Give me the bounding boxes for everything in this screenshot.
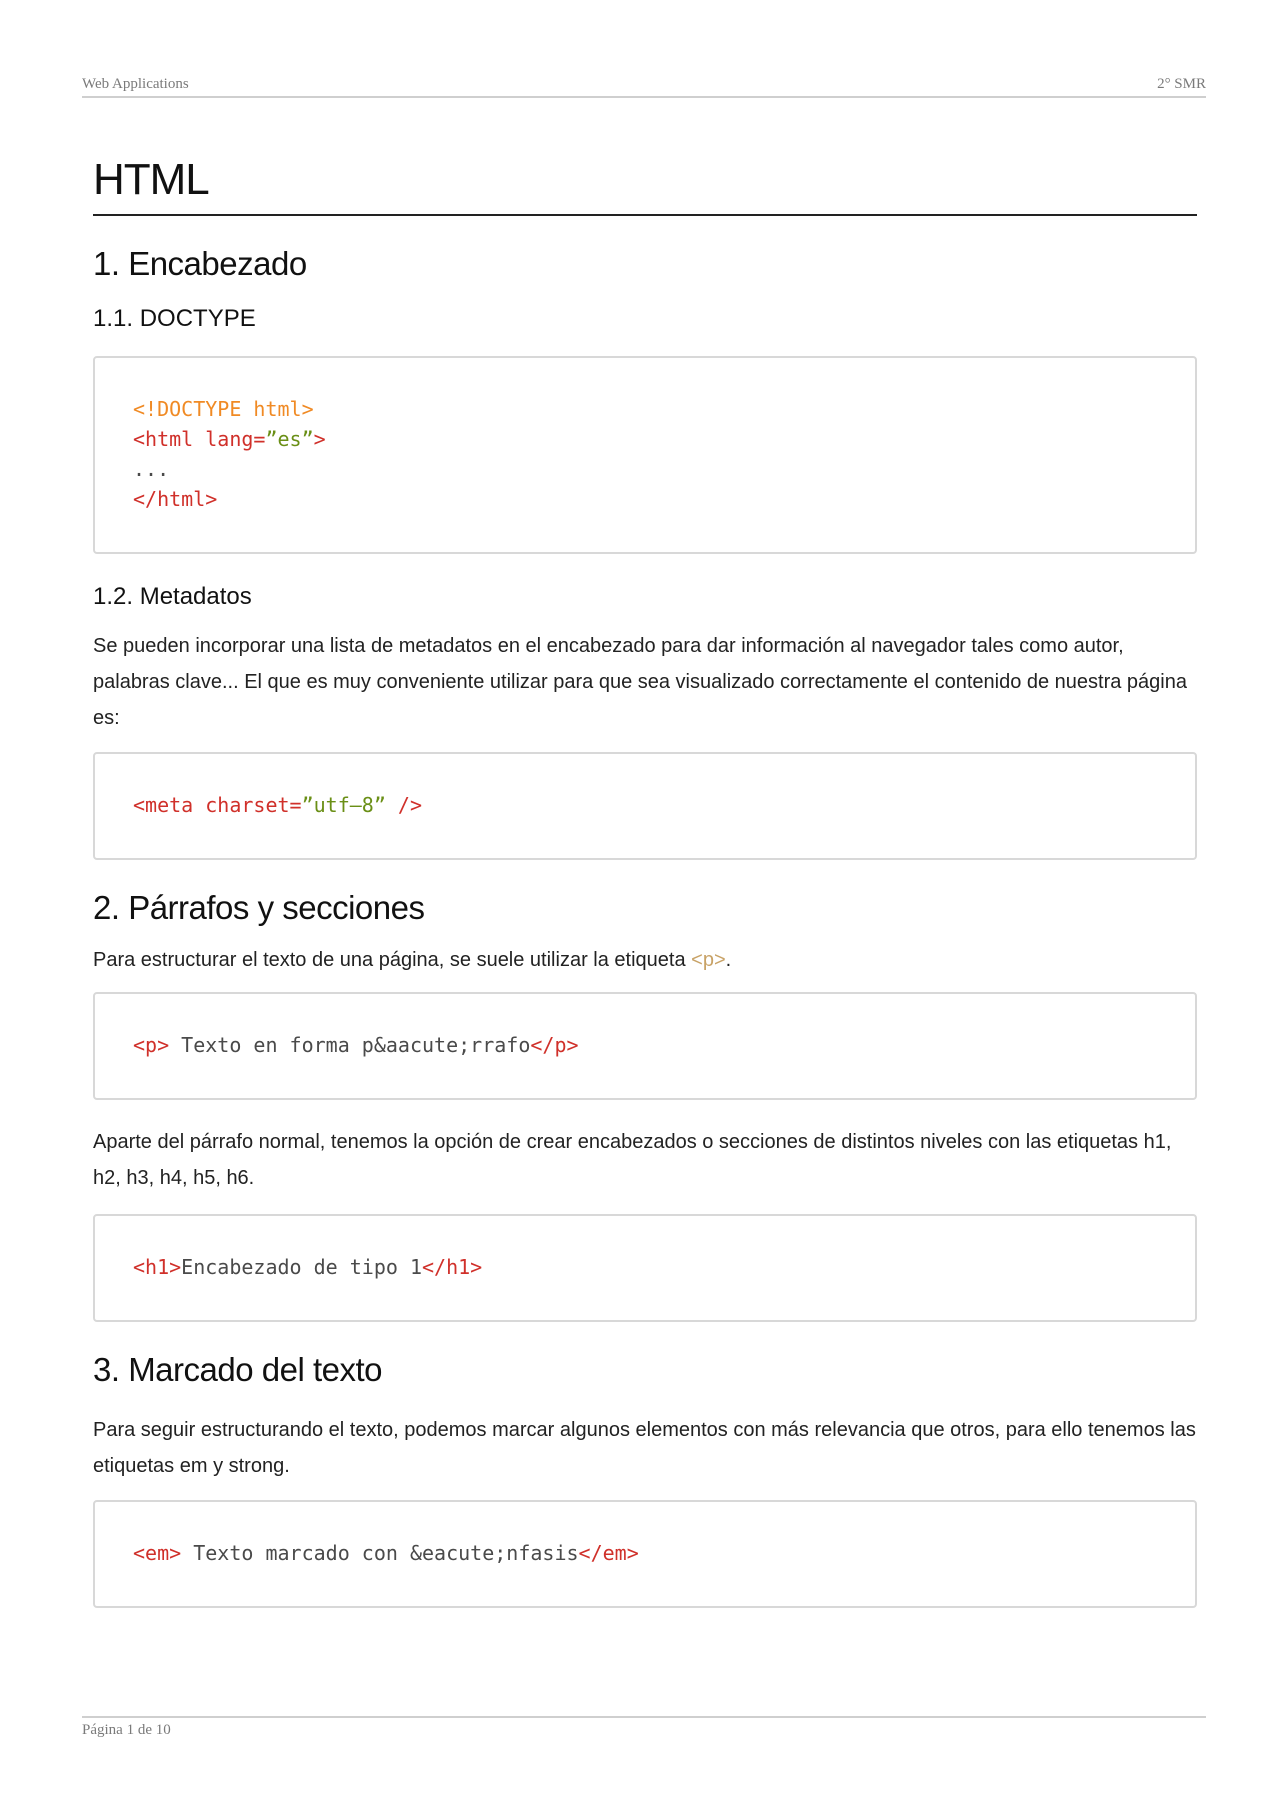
code-tag: /> bbox=[385, 793, 422, 817]
code-text: Texto en forma p&aacute;rrafo bbox=[169, 1033, 531, 1057]
code-attr-value: ”utf–8” bbox=[301, 793, 386, 817]
section-heading-parrafos: 2. Párrafos y secciones bbox=[93, 889, 425, 926]
code-line-h1 bbox=[133, 1252, 1157, 1282]
paragraph-encabezados: Aparte del párrafo normal, tenemos la opción de crear encabezados o secciones de distintos niveles con las etiquetas h1, h2, h3, h4, h5, h6. bbox=[93, 1131, 1172, 1189]
paragraph-text: . bbox=[725, 949, 732, 971]
section-heading-encabezado: 1. Encabezado bbox=[93, 245, 307, 282]
code-line-html-open bbox=[133, 424, 1157, 454]
code-text: Texto marcado con &eacute;nfasis bbox=[181, 1541, 579, 1565]
code-tag: <p> bbox=[133, 1033, 170, 1057]
page-header bbox=[82, 76, 1206, 98]
code-line-ellipsis: ... bbox=[133, 457, 170, 481]
code-tag: <meta charset= bbox=[133, 793, 302, 817]
code-tag: <h1> bbox=[133, 1255, 182, 1279]
code-tag: </p> bbox=[530, 1033, 579, 1057]
paragraph-marcado: Para seguir estructurando el texto, podemos marcar algunos elementos con más relevancia que otros, para ello tenemos las etiquetas em y strong. bbox=[93, 1419, 1196, 1477]
code-line-p bbox=[133, 1030, 1157, 1060]
code-line-html-close: </html> bbox=[133, 487, 218, 511]
document-title: HTML bbox=[93, 150, 1197, 216]
code-tag: <em> bbox=[133, 1541, 182, 1565]
code-line-em bbox=[133, 1538, 1157, 1568]
code-line-doctype: <!DOCTYPE html> bbox=[133, 397, 314, 421]
code-block-paragraph bbox=[93, 992, 1197, 1100]
code-text: Encabezado de tipo 1 bbox=[181, 1255, 422, 1279]
code-tag: <html lang= bbox=[133, 427, 266, 451]
document-content bbox=[93, 150, 1197, 1608]
header-course-level: 2° SMR bbox=[1157, 76, 1206, 92]
inline-code-p: <p> bbox=[691, 949, 726, 971]
code-line-meta bbox=[133, 790, 1157, 820]
paragraph-metadatos: Se pueden incorporar una lista de metadatos en el encabezado para dar información al navegador tales como autor, palabras clave... El que es muy conveniente utilizar para que sea visualizado correctamente el contenido de nuestra página es: bbox=[93, 635, 1187, 729]
code-block-meta-charset bbox=[93, 752, 1197, 860]
code-block-doctype bbox=[93, 356, 1197, 554]
section-heading-marcado: 3. Marcado del texto bbox=[93, 1351, 382, 1388]
code-tag: > bbox=[313, 427, 326, 451]
code-block-h1 bbox=[93, 1214, 1197, 1322]
subsection-heading-metadatos: 1.2. Metadatos bbox=[93, 583, 252, 610]
paragraph-text: Para estructurar el texto de una página, se suele utilizar la etiqueta bbox=[93, 949, 692, 971]
code-tag: </h1> bbox=[422, 1255, 483, 1279]
subsection-heading-doctype: 1.1. DOCTYPE bbox=[93, 305, 256, 332]
code-attr-value: ”es” bbox=[265, 427, 314, 451]
page-footer bbox=[82, 1716, 1206, 1739]
header-course-title: Web Applications bbox=[82, 76, 189, 92]
code-tag: </em> bbox=[578, 1541, 639, 1565]
code-block-em bbox=[93, 1500, 1197, 1608]
paragraph-parrafos-intro bbox=[93, 942, 1197, 978]
page-number: Página 1 de 10 bbox=[82, 1722, 171, 1738]
